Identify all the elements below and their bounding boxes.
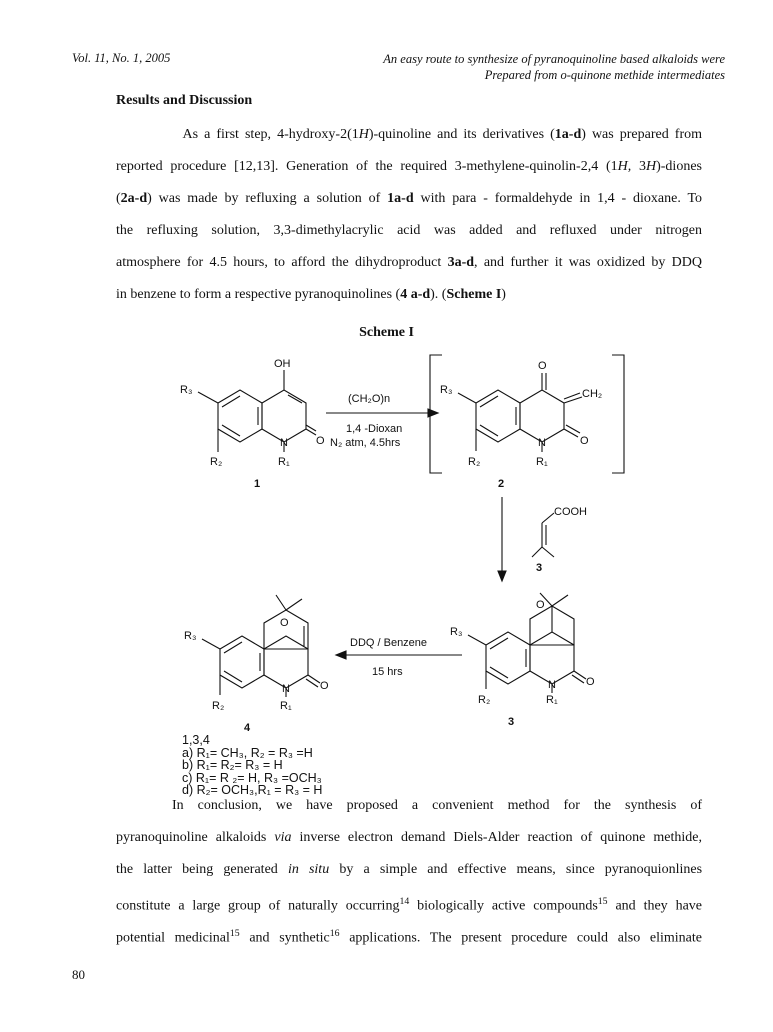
legend-d: d) R₂= OCH₃,R₁ = R₃ = H [182, 783, 323, 797]
atom-n: N [548, 679, 556, 691]
atom-n: N [282, 683, 290, 695]
compound-label-4: 4 [244, 722, 251, 734]
atom-o: O [586, 676, 595, 688]
paragraph-line: As a first step, 4-hydroxy-2(1H)-quinoline and its derivatives (1a-d) was prepared from [116, 127, 702, 142]
atom-r1: R₁ [278, 456, 290, 468]
section-heading: Results and Discussion [116, 93, 253, 108]
atom-o: O [280, 617, 289, 629]
atom-r3: R₃ [450, 626, 463, 638]
atom-n: N [280, 437, 288, 449]
reagent-cooh: COOH [554, 506, 587, 518]
paragraph-line: atmosphere for 4.5 hours, to afford the dihydroproduct 3a-d, and further it was oxidized by DDQ [116, 255, 702, 270]
legend-b: b) R₁= R₂= R₃ = H [182, 758, 283, 772]
paragraph-conclusion [116, 790, 702, 950]
paragraph-line: pyranoquinoline alkaloids via inverse electron demand Diels-Alder reaction of quinone methide, [116, 830, 702, 845]
compound-label-2: 2 [498, 478, 505, 490]
substituent-legend [182, 734, 322, 797]
atom-o: O [538, 360, 547, 372]
legend-head: 1,3,4 [182, 733, 210, 747]
paragraph-line: potential medicinal$^{15}$ and synthetic$^{16}$ applications. The present procedure could also eliminate [116, 928, 702, 946]
compound-label-3: 3 [536, 562, 543, 574]
compound-2-structure [458, 373, 582, 452]
atom-ch2: CH₂ [582, 388, 603, 400]
atom-r2: R₂ [212, 700, 225, 712]
atom-r3: R₃ [184, 630, 197, 642]
atom-o: O [316, 435, 325, 447]
atom-r3: R₃ [440, 384, 453, 396]
compound-3-structure [468, 593, 586, 693]
condition-n2: N₂ atm, 4.5hrs [330, 437, 401, 449]
reaction-time: 15 hrs [372, 666, 403, 678]
compound-4-structure [202, 595, 320, 697]
scheme-title: Scheme I [359, 325, 414, 340]
atom-oh: OH [274, 358, 291, 370]
atom-o: O [320, 680, 329, 692]
paragraph-line: the latter being generated in situ by a simple and effective means, since pyranoquionlines [116, 862, 703, 877]
atom-r1: R₁ [536, 456, 548, 468]
compound-label-3: 3 [508, 716, 515, 728]
paragraph-line: (2a-d) was made by refluxing a solution of 1a-d with para - formaldehyde in 1,4 - dioxane. To [116, 191, 703, 206]
atom-r3: R₃ [180, 384, 193, 396]
running-header-title [383, 51, 725, 83]
reaction-scheme [150, 345, 660, 735]
atom-r2: R₂ [210, 456, 223, 468]
legend-a: a) R₁= CH₃, R₂ = R₃ =H [182, 745, 313, 760]
atom-r1: R₁ [280, 700, 292, 712]
paragraph-line: constitute a large group of naturally occurring$^{14}$ biologically active compounds$^{15}$ and they have [116, 896, 702, 914]
reagent-ddq: DDQ / Benzene [350, 637, 428, 649]
paragraph-line: in benzene to form a respective pyranoquinolines (4 a-d). (Scheme I) [116, 287, 506, 302]
condition-dioxan: 1,4 -Dioxan [346, 423, 403, 435]
running-header-volume: Vol. 11, No. 1, 2005 [72, 51, 171, 65]
compound-1-structure [198, 370, 316, 452]
atom-r2: R₂ [468, 456, 481, 468]
paragraph-line: In conclusion, we have proposed a convenient method for the synthesis of [116, 798, 702, 813]
atom-r2: R₂ [478, 694, 491, 706]
running-header-title-line1: An easy route to synthesize of pyranoquinoline based alkaloids were [383, 52, 725, 66]
atom-n: N [538, 437, 546, 449]
dimethylacrylic-acid-structure [532, 513, 554, 557]
reagent-paraformaldehyde: (CH₂O)n [348, 393, 391, 405]
paragraph-intro [116, 119, 702, 311]
paragraph-line: the refluxing solution, 3,3-dimethylacrylic acid was added and refluxed under nitrogen [116, 223, 702, 238]
atom-o: O [580, 435, 589, 447]
compound-label-1: 1 [254, 478, 261, 490]
page-number: 80 [72, 967, 85, 982]
paragraph-line: reported procedure [12,13]. Generation of the required 3-methylene-quinolin-2,4 (1H, 3H)-diones [116, 159, 702, 174]
atom-o: O [536, 599, 545, 611]
running-header-title-line2: Prepared from o-quinone methide intermediates [484, 68, 725, 82]
legend-c: c) R₁= R ₂= H, R₃ =OCH₃ [182, 770, 322, 785]
atom-r1: R₁ [546, 694, 558, 706]
